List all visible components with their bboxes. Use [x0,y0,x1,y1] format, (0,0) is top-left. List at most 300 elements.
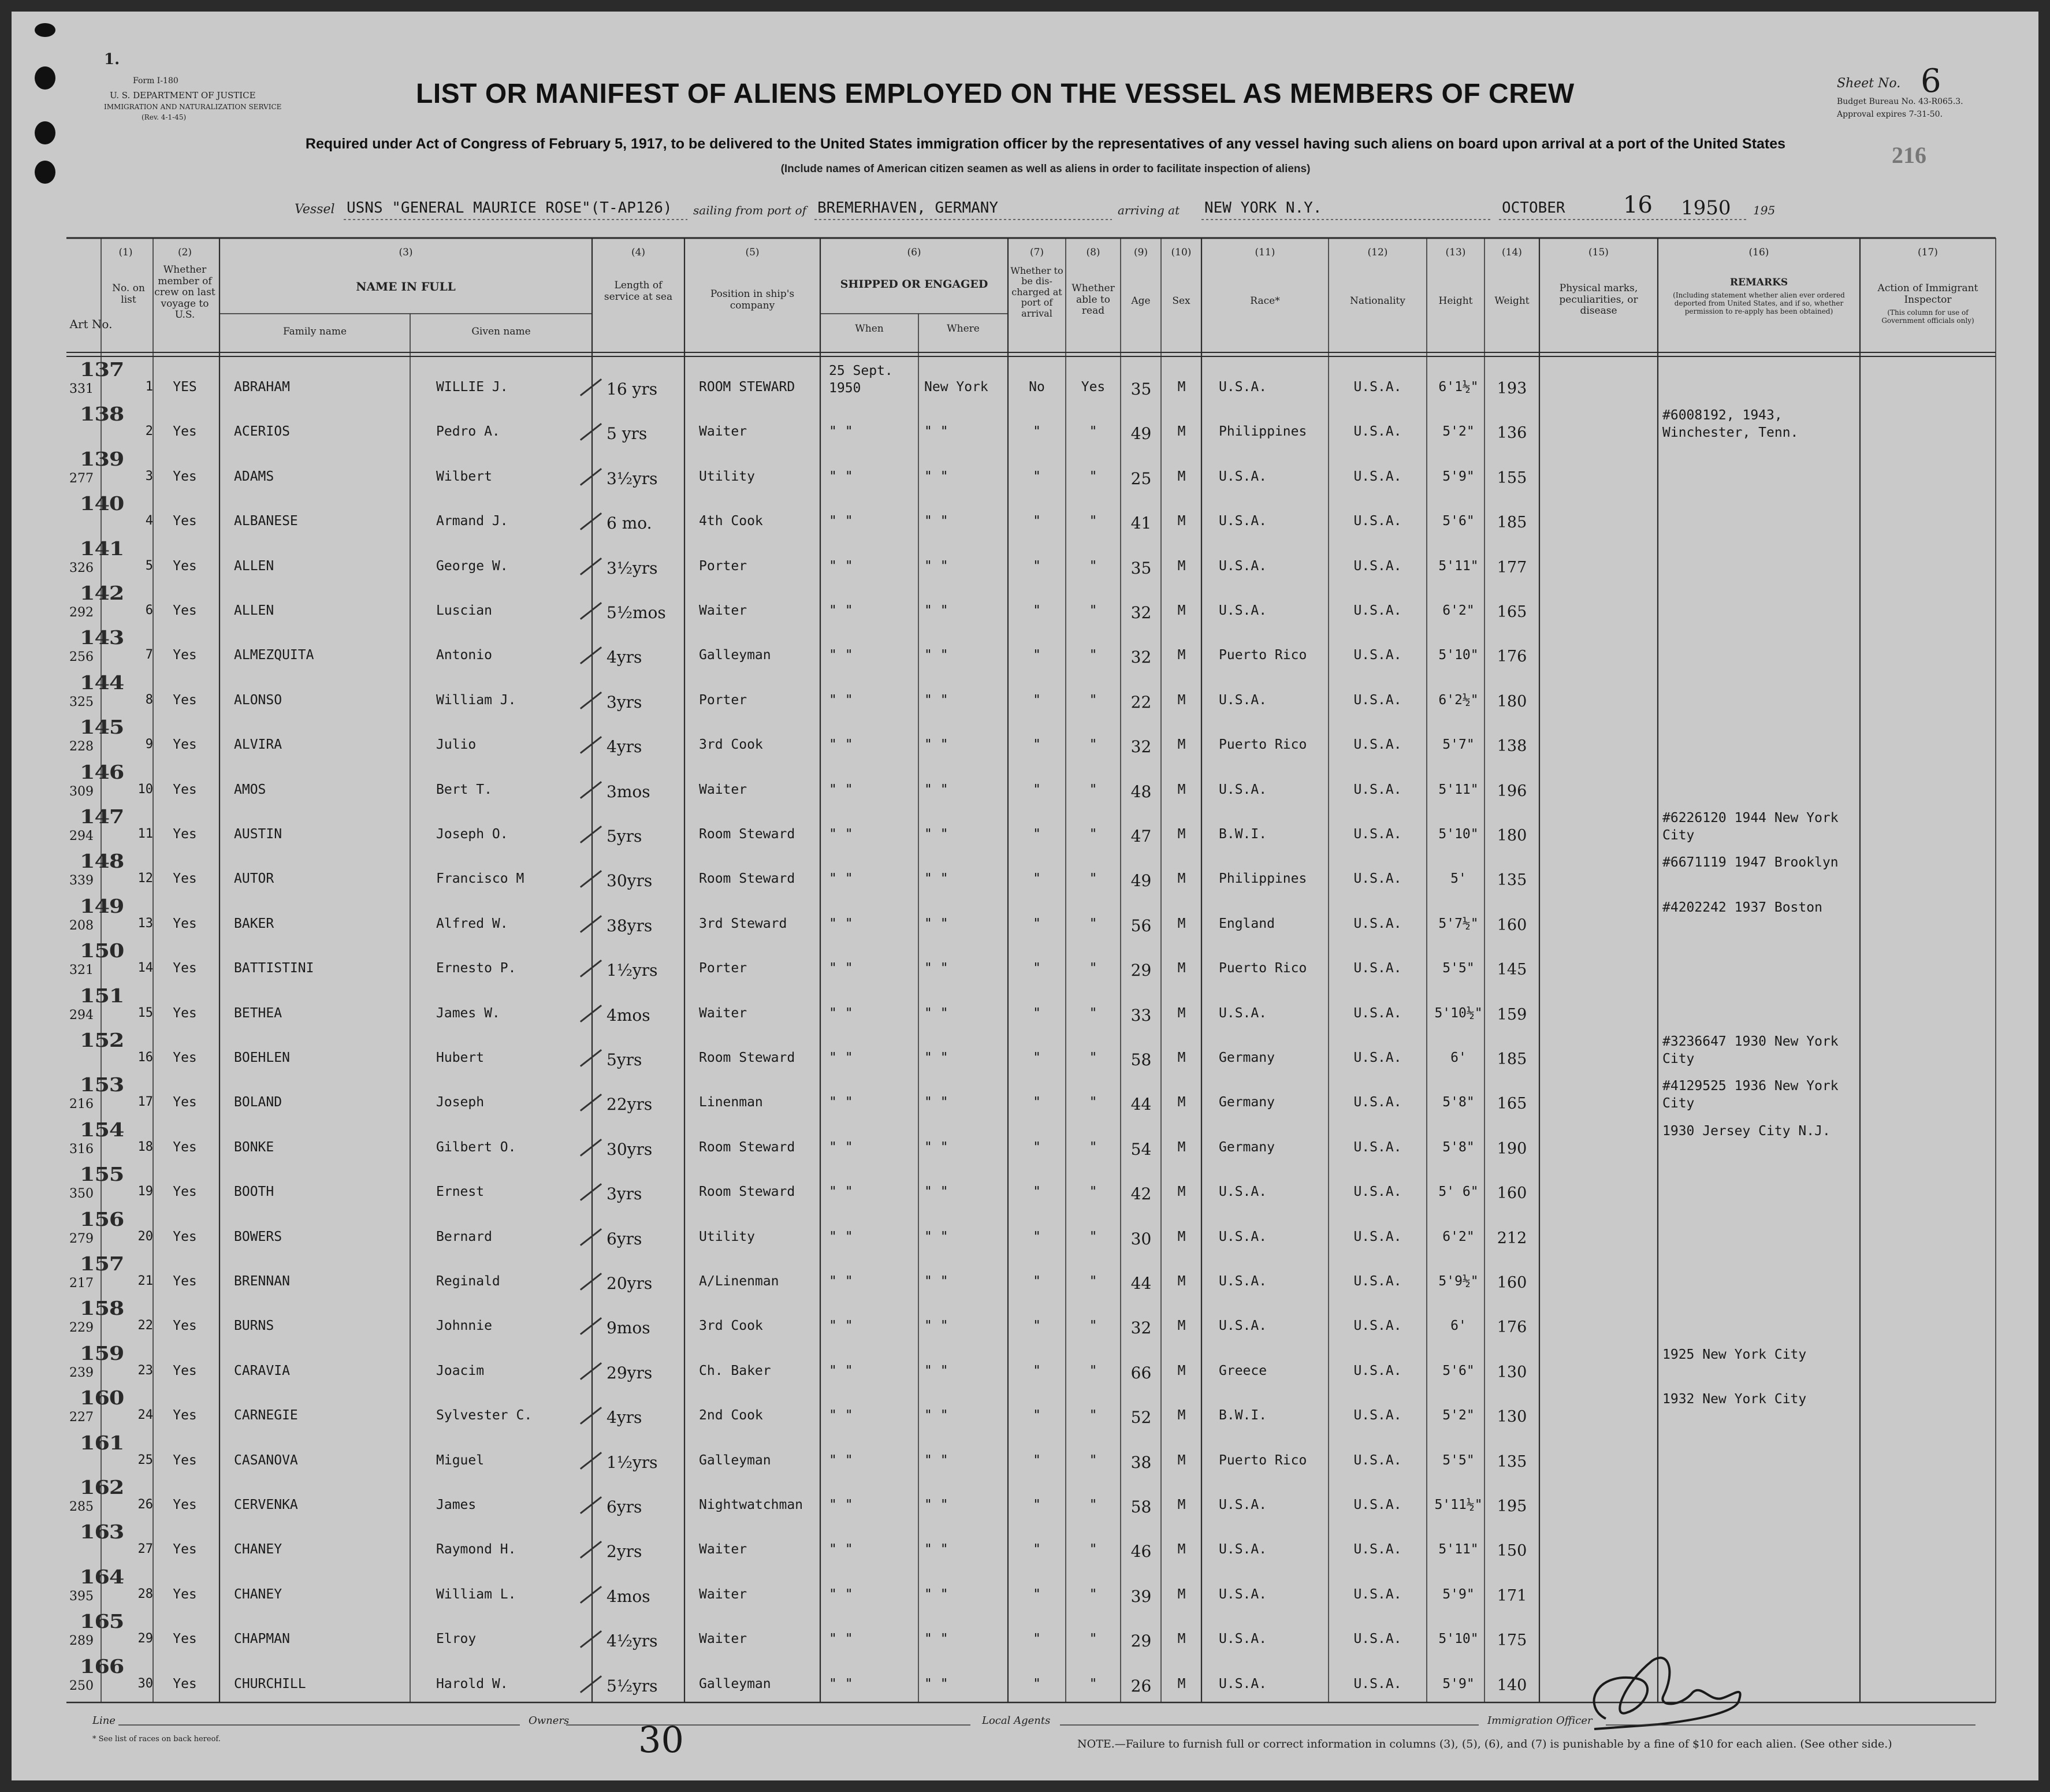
page-subtitle: Required under Act of Congress of February 5, 1917, to be delivered to the United States immigration officer by the representatives of any vessel having such aliens on board upon arrival at a port of the United States [305,136,1786,152]
col-num: (13) [1445,247,1466,258]
cell-sex: M [1177,1542,1186,1557]
cell-position: 3rd Cook [699,737,763,753]
col-num: (4) [631,247,646,258]
cell-when: " " [829,1631,853,1647]
cell-nationality: U.S.A. [1353,1274,1402,1289]
cell-height: 5'2" [1442,424,1475,440]
cell-service: 3yrs [607,692,642,712]
cell-sex: M [1177,1139,1186,1155]
cell-when: " " [829,692,853,708]
cell-where: " " [924,514,948,529]
cell-nationality: U.S.A. [1353,1184,1402,1200]
cell-age: 49 [1130,424,1152,444]
cell-service: 1½yrs [607,1452,658,1472]
cell-service: 6yrs [607,1229,642,1248]
cell-age: 32 [1130,737,1152,757]
cell-sex: M [1177,1318,1186,1334]
cell-when: 25 Sept. 1950 [829,363,893,396]
cell-read: " [1089,603,1097,618]
cell-discharged: " [1033,1274,1041,1289]
cell-position: Galleyman [699,1676,771,1691]
cell-when: " " [829,1274,853,1289]
cell-race: England [1219,916,1275,931]
cell-sex: M [1177,603,1186,618]
cell-age: 32 [1130,648,1152,667]
cell-service: 3mos [607,782,650,801]
cell-race: U.S.A. [1219,1184,1267,1200]
cell-given-name: Pedro A. [436,424,500,440]
row-art-number: 350 [69,1187,94,1202]
cell-list-no: 27 [137,1542,153,1557]
cell-age: 35 [1130,380,1152,399]
row-art-number: 277 [69,471,94,486]
cell-family-name: BAKER [234,916,274,931]
cell-given-name: Joacim [436,1363,485,1378]
cell-list-no: 11 [137,827,153,841]
cell-position: Room Steward [699,827,795,842]
col-header-given: Given name [471,326,531,337]
cell-nationality: U.S.A. [1353,603,1402,618]
cell-last-voyage: Yes [173,1363,197,1378]
cell-race: Philippines [1219,871,1307,887]
sheet-label: Sheet No. [1837,76,1901,91]
total-count: 30 [638,1719,684,1761]
cell-weight: 150 [1497,1542,1527,1560]
cell-age: 58 [1130,1050,1152,1069]
cell-read: " [1089,648,1097,663]
cell-position: 3rd Cook [699,1318,763,1334]
row-sequence-stamp: 162 [80,1476,124,1499]
race-footnote: * See list of races on back hereof. [92,1735,221,1743]
row-art-number: 294 [69,829,94,843]
corner-mark: 1. [104,51,120,68]
cell-last-voyage: Yes [173,424,197,440]
cell-where: " " [924,1497,948,1512]
arrival-day: 16 [1623,192,1653,218]
row-sequence-stamp: 138 [80,403,124,426]
cell-height: 5'11½" [1434,1497,1483,1512]
cell-read: " [1089,916,1097,931]
cell-given-name: Wilbert [436,469,492,484]
cell-nationality: U.S.A. [1353,916,1402,931]
cell-race: U.S.A. [1219,1542,1267,1557]
cell-family-name: BURNS [234,1318,274,1334]
cell-height: 6'2½" [1438,692,1479,708]
cell-position: 3rd Steward [699,916,787,931]
cell-when: " " [829,1408,853,1423]
col-header-read: Whether able to read [1071,282,1115,317]
cell-when: " " [829,737,853,753]
row-sequence-stamp: 161 [80,1431,124,1454]
col-header-action-note: (This column for use of Government officials only) [1881,308,1974,325]
row-sequence-stamp: 144 [80,671,124,694]
cell-list-no: 8 [145,692,153,707]
cell-age: 35 [1130,558,1152,578]
cell-discharged: " [1033,827,1041,842]
cell-nationality: U.S.A. [1353,1408,1402,1423]
cell-discharged: " [1033,603,1041,618]
cell-sex: M [1177,827,1186,842]
cell-discharged: " [1033,424,1041,440]
row-art-number: 217 [69,1276,94,1291]
cell-position: Porter [699,558,747,574]
row-sequence-stamp: 142 [80,582,124,604]
cell-read: " [1089,1050,1097,1065]
row-sequence-stamp: 148 [80,850,124,873]
cell-family-name: CASANOVA [234,1452,298,1468]
cell-when: " " [829,1229,853,1244]
row-art-number: 279 [69,1231,94,1246]
cell-discharged: " [1033,1050,1041,1065]
arrival-year: 1950 [1681,196,1731,220]
cell-list-no: 15 [137,1005,153,1020]
cell-nationality: U.S.A. [1353,1005,1402,1021]
cell-nationality: U.S.A. [1353,648,1402,663]
cell-weight: 193 [1497,380,1527,397]
cell-where: " " [924,737,948,753]
cell-age: 32 [1130,603,1152,622]
cell-weight: 165 [1497,1095,1527,1113]
cell-service: 2yrs [607,1542,642,1562]
cell-age: 39 [1130,1586,1152,1606]
cell-sex: M [1177,1274,1186,1289]
row-sequence-stamp: 157 [80,1252,124,1275]
cell-height: 5'11" [1438,1542,1479,1557]
col-num: (6) [907,247,921,258]
cell-sex: M [1177,1095,1186,1110]
cell-when: " " [829,916,853,931]
row-sequence-stamp: 156 [80,1207,124,1230]
cell-nationality: U.S.A. [1353,827,1402,842]
cell-family-name: ALBANESE [234,514,298,529]
cell-given-name: Gilbert O. [436,1139,516,1155]
cell-where: " " [924,782,948,797]
cell-family-name: BONKE [234,1139,274,1155]
form-number: Form I-180 [133,76,178,85]
row-art-number: 239 [69,1365,94,1380]
form-revision: (Rev. 4-1-45) [142,113,187,121]
cell-weight: 185 [1497,1050,1527,1068]
cell-position: Waiter [699,1542,747,1557]
cell-read: " [1089,737,1097,753]
cell-age: 58 [1130,1497,1152,1516]
cell-age: 26 [1130,1676,1152,1696]
cell-list-no: 30 [137,1676,153,1691]
cell-last-voyage: Yes [173,1408,197,1423]
cell-remarks: 1925 New York City [1662,1347,1807,1362]
vessel-label: Vessel [295,202,335,217]
cell-age: 32 [1130,1318,1152,1338]
cell-height: 5'11" [1438,782,1479,797]
cell-discharged: " [1033,648,1041,663]
cell-last-voyage: Yes [173,514,197,529]
cell-height: 5'10" [1438,1631,1479,1647]
cell-sex: M [1177,648,1186,663]
cell-nationality: U.S.A. [1353,1586,1402,1602]
cell-read: " [1089,1363,1097,1378]
cell-service: 3½yrs [607,558,658,578]
cell-position: 4th Cook [699,514,763,529]
cell-where: " " [924,1139,948,1155]
cell-race: U.S.A. [1219,603,1267,618]
row-sequence-stamp: 160 [80,1386,124,1409]
col-header-race: Race* [1250,295,1280,307]
cell-sex: M [1177,916,1186,931]
row-sequence-stamp: 146 [80,760,124,783]
year-prefix: 195 [1753,203,1776,217]
cell-nationality: U.S.A. [1353,380,1402,395]
cell-family-name: ALLEN [234,603,274,618]
cell-last-voyage: Yes [173,1050,197,1065]
cell-discharged: " [1033,1408,1041,1423]
cell-read: " [1089,1229,1097,1244]
cell-remarks: #4129525 1936 New York City [1662,1079,1839,1111]
cell-age: 52 [1130,1408,1152,1427]
cell-last-voyage: Yes [173,1095,197,1110]
cell-given-name: Elroy [436,1631,477,1647]
include-note: (Include names of American citizen seamen as well as aliens in order to facilitate inspection of aliens) [780,163,1311,175]
cell-weight: 145 [1497,961,1527,979]
cell-age: 42 [1130,1184,1152,1204]
cell-when: " " [829,1497,853,1512]
cell-read: " [1089,827,1097,842]
col-header-remarks: REMARKS [1729,277,1788,288]
col-header-discharged: Whether to be dis-charged at port of arrival [1010,265,1063,319]
cell-position: Room Steward [699,871,795,887]
cell-read: " [1089,514,1097,529]
cell-weight: 160 [1497,1184,1527,1203]
cell-list-no: 20 [137,1229,153,1244]
cell-height: 6' [1450,1318,1467,1334]
cell-discharged: " [1033,514,1041,529]
cell-age: 30 [1130,1229,1152,1248]
row-sequence-stamp: 147 [80,805,124,828]
cell-position: Porter [699,961,747,976]
cell-when: " " [829,424,853,440]
row-art-number: 395 [69,1589,94,1604]
cell-given-name: Ernest [436,1184,485,1200]
cell-family-name: BOWERS [234,1229,282,1244]
cell-race: Puerto Rico [1219,737,1307,753]
cell-nationality: U.S.A. [1353,737,1402,753]
cell-height: 5'10½" [1434,1005,1483,1021]
cell-family-name: AMOS [234,782,266,797]
cell-family-name: ACERIOS [234,424,290,440]
cell-last-voyage: Yes [173,1542,197,1557]
cell-sex: M [1177,692,1186,708]
cell-read: " [1089,1318,1097,1334]
row-sequence-stamp: 141 [80,537,124,560]
cell-read: Yes [1081,380,1106,395]
cell-list-no: 29 [137,1631,153,1646]
cell-discharged: " [1033,1005,1041,1021]
cell-family-name: ALLEN [234,558,274,574]
col-header-weight: Weight [1494,295,1530,307]
cell-where: " " [924,1318,948,1334]
cell-family-name: BOLAND [234,1095,282,1110]
cell-height: 5'5" [1442,961,1475,976]
cell-when: " " [829,1586,853,1602]
cell-given-name: Reginald [436,1274,500,1289]
cell-read: " [1089,469,1097,484]
cell-weight: 138 [1497,737,1527,756]
col-header-age: Age [1131,295,1151,307]
cell-given-name: Armand J. [436,514,508,529]
row-art-number: 325 [69,694,94,709]
cell-height: 5' [1450,871,1467,887]
cell-sex: M [1177,558,1186,574]
cell-family-name: BOEHLEN [234,1050,290,1065]
cell-sex: M [1177,424,1186,440]
cell-read: " [1089,782,1097,797]
row-sequence-stamp: 150 [80,939,124,962]
col-header-sex: Sex [1172,295,1190,307]
cell-age: 44 [1130,1095,1152,1114]
cell-last-voyage: Yes [173,871,197,887]
cell-discharged: " [1033,1363,1041,1378]
row-art-number: 229 [69,1321,94,1336]
cell-given-name: Sylvester C. [436,1408,533,1423]
cell-last-voyage: Yes [173,1631,197,1647]
cell-last-voyage: Yes [173,782,197,797]
col-num: (15) [1588,247,1609,258]
col-num: (3) [399,247,413,258]
cell-read: " [1089,961,1097,976]
department: U. S. DEPARTMENT OF JUSTICE [110,90,256,101]
cell-given-name: Johnnie [436,1318,492,1334]
row-art-number: 228 [69,739,94,754]
cell-when: " " [829,1184,853,1200]
cell-service: 5½yrs [607,1676,658,1696]
cell-where: " " [924,827,948,842]
cell-position: Linenman [699,1095,763,1110]
cell-service: 4yrs [607,1408,642,1427]
cell-when: " " [829,1452,853,1468]
cell-list-no: 25 [137,1452,153,1467]
cell-family-name: BOOTH [234,1184,274,1200]
cell-age: 25 [1130,469,1152,488]
row-sequence-stamp: 154 [80,1118,124,1141]
cell-given-name: James W. [436,1005,500,1021]
row-sequence-stamp: 137 [80,358,124,381]
cell-where: " " [924,1586,948,1602]
row-sequence-stamp: 159 [80,1342,124,1365]
penalty-note: NOTE.—Failure to furnish full or correct information in columns (3), (5), (6), and (7) is punishable by a fine of $10 for each alien. (See other side.) [1077,1738,1892,1750]
cell-last-voyage: Yes [173,1452,197,1468]
row-art-number: 339 [69,873,94,888]
cell-list-no: 14 [137,961,153,976]
cell-discharged: " [1033,916,1041,931]
cell-discharged: " [1033,871,1041,887]
cell-height: 5' 6" [1438,1184,1479,1200]
cell-weight: 176 [1497,1318,1527,1337]
cell-nationality: U.S.A. [1353,1542,1402,1557]
cell-height: 5'9" [1442,1676,1475,1691]
cell-race: B.W.I. [1219,827,1267,842]
row-sequence-stamp: 149 [80,895,124,917]
cell-sex: M [1177,1050,1186,1065]
col-header-remarks-note: (Including statement whether alien ever ordered deported from United States, and if so, whether permission to re-apply has been obtained) [1673,291,1845,315]
cell-service: 20yrs [607,1274,653,1293]
cell-when: " " [829,1318,853,1334]
cell-nationality: U.S.A. [1353,961,1402,976]
cell-discharged: No [1029,380,1045,395]
cell-read: " [1089,1586,1097,1602]
col-header-action: Action of Immigrant Inspector [1877,282,1978,306]
cell-position: Waiter [699,1586,747,1602]
cell-where: " " [924,558,948,574]
col-num: (10) [1171,247,1192,258]
cell-service: 22yrs [607,1095,653,1114]
cell-age: 66 [1130,1363,1152,1382]
cell-height: 6'2" [1442,603,1475,618]
cell-last-voyage: Yes [173,1274,197,1289]
cell-service: 4yrs [607,648,642,667]
cell-race: U.S.A. [1219,380,1267,395]
cell-sex: M [1177,1408,1186,1423]
cell-service: 38yrs [607,916,653,935]
cell-nationality: U.S.A. [1353,1318,1402,1334]
cell-when: " " [829,514,853,529]
cell-weight: 180 [1497,827,1527,845]
cell-discharged: " [1033,558,1041,574]
cell-race: U.S.A. [1219,1318,1267,1334]
cell-read: " [1089,1184,1097,1200]
cell-sex: M [1177,1452,1186,1468]
col-header-no: No. on list [112,282,145,306]
cell-race: U.S.A. [1219,1676,1267,1691]
cell-last-voyage: Yes [173,961,197,976]
cell-read: " [1089,1095,1097,1110]
cell-when: " " [829,1050,853,1065]
cell-age: 49 [1130,871,1152,891]
cell-where: " " [924,916,948,931]
footer-owners-label: Owners [529,1715,570,1727]
cell-nationality: U.S.A. [1353,1497,1402,1512]
cell-last-voyage: Yes [173,1184,197,1200]
cell-list-no: 22 [137,1318,153,1333]
cell-height: 5'8" [1442,1095,1475,1110]
cell-where: " " [924,692,948,708]
cell-read: " [1089,1542,1097,1557]
cell-discharged: " [1033,469,1041,484]
cell-position: Waiter [699,1631,747,1647]
cell-last-voyage: Yes [173,692,197,708]
cell-read: " [1089,1274,1097,1289]
cell-race: Germany [1219,1095,1275,1110]
page-title: LIST OR MANIFEST OF ALIENS EMPLOYED ON THE VESSEL AS MEMBERS OF CREW [416,79,1575,109]
cell-family-name: CARAVIA [234,1363,290,1378]
cell-race: U.S.A. [1219,1005,1267,1021]
cell-last-voyage: Yes [173,916,197,931]
cell-nationality: U.S.A. [1353,1229,1402,1244]
cell-weight: 190 [1497,1139,1527,1158]
cell-position: Waiter [699,782,747,797]
arriving-label: arriving at [1118,203,1180,217]
cell-age: 22 [1130,692,1152,712]
row-sequence-stamp: 163 [80,1520,124,1544]
cell-height: 5'6" [1442,514,1475,529]
row-sequence-stamp: 158 [80,1297,124,1320]
cell-given-name: Bernard [436,1229,492,1244]
cell-race: U.S.A. [1219,1229,1267,1244]
cell-family-name: ALVIRA [234,737,282,753]
cell-when: " " [829,1095,853,1110]
cell-last-voyage: Yes [173,1318,197,1334]
cell-when: " " [829,961,853,976]
cell-position: Waiter [699,424,747,440]
cell-read: " [1089,1497,1097,1512]
